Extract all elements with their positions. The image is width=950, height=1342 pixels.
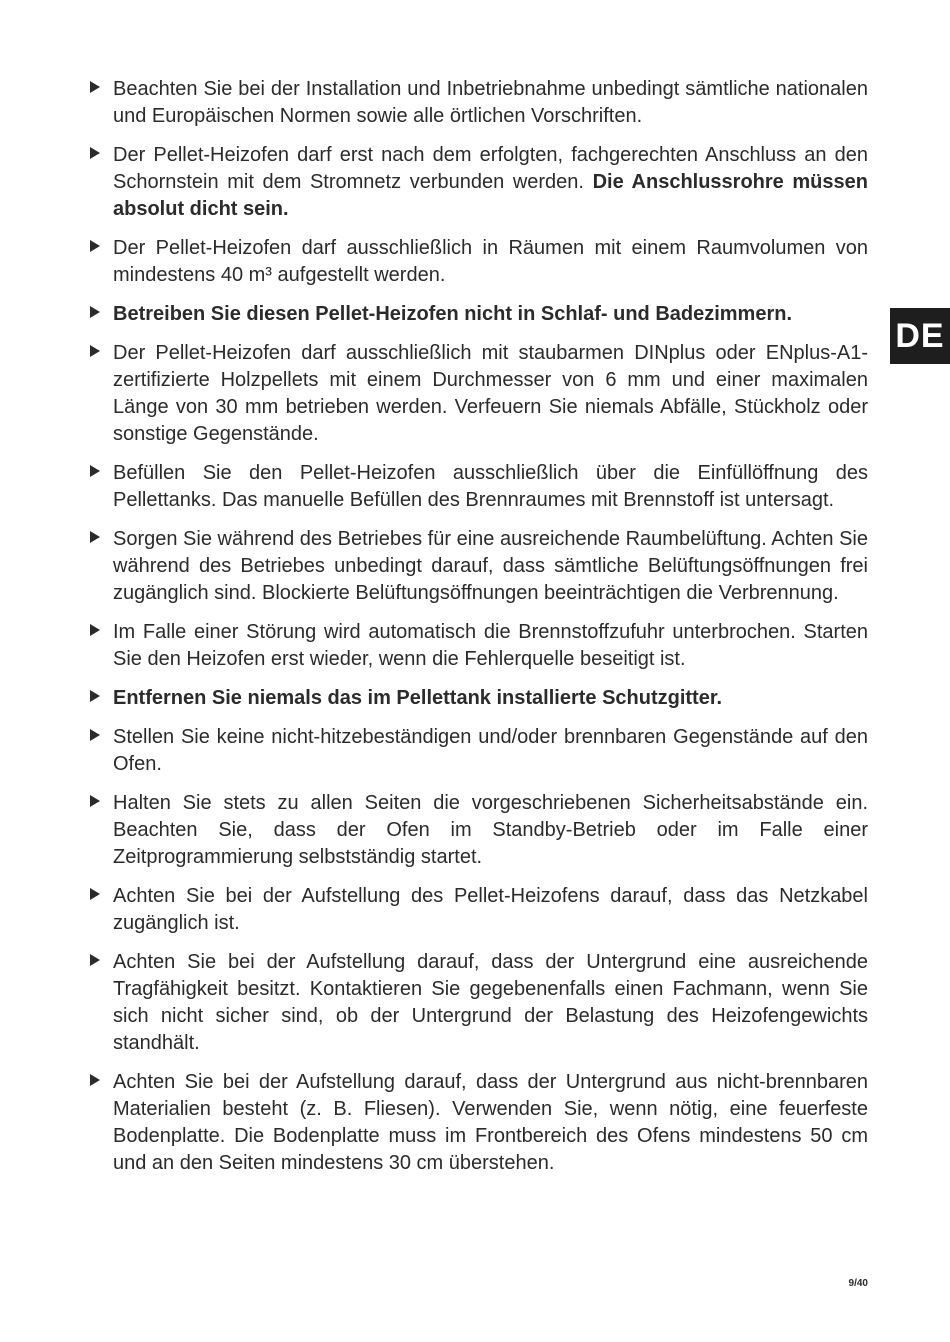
item-text (113, 76, 868, 130)
text-segment: Der Pellet-Heizofen darf erst nach dem erfolgten, fachgerechten Anschluss an den Schornstein mit dem Stromnetz verbunden werden. (113, 144, 868, 193)
triangle-bullet-icon (90, 531, 100, 543)
list-item (90, 301, 868, 328)
bold-text-segment: Entfernen Sie niemals das im Pellettank installierte Schutzgitter. (113, 687, 723, 709)
item-text (113, 724, 868, 778)
list-item (90, 949, 868, 1057)
text-segment: Halten Sie stets zu allen Seiten die vorgeschriebenen Sicherheitsabstände ein. Beachten Sie, dass der Ofen im Standby-Betrieb oder im Falle einer Zeitprogrammierung selbstständig startet. (113, 792, 868, 868)
triangle-bullet-icon (90, 345, 100, 357)
triangle-bullet-icon (90, 240, 100, 252)
text-segment: Stellen Sie keine nicht-hitzebeständigen und/oder brennbaren Gegenstände auf den Ofen. (113, 726, 868, 775)
triangle-bullet-icon (90, 81, 100, 93)
item-text (113, 235, 868, 289)
list-item (90, 340, 868, 448)
triangle-bullet-icon (90, 306, 100, 318)
list-item (90, 460, 868, 514)
bold-text-segment: Die Anschlussrohre müssen absolut dicht sein. (113, 171, 868, 220)
item-text (113, 1069, 868, 1177)
triangle-bullet-icon (90, 954, 100, 966)
list-item (90, 142, 868, 223)
text-segment: Beachten Sie bei der Installation und Inbetriebnahme unbedingt sämtliche nationalen und Europäischen Normen sowie alle örtlichen Vorschriften. (113, 78, 868, 127)
page-number: 9/40 (848, 1278, 868, 1289)
triangle-bullet-icon (90, 1074, 100, 1086)
text-segment: Achten Sie bei der Aufstellung darauf, dass der Untergrund aus nicht-brennbaren Materialien besteht (z. B. Fliesen). Verwenden Sie, wenn nötig, eine feuerfeste Bodenplatte. Die Bodenplatte muss im Frontbereich des Ofens mindestens 50 cm und an den Seiten mindestens 30 cm überstehen. (113, 1071, 868, 1174)
triangle-bullet-icon (90, 795, 100, 807)
safety-instructions-list (90, 76, 868, 1189)
list-item (90, 685, 868, 712)
item-text (113, 883, 868, 937)
list-item (90, 619, 868, 673)
item-text (113, 685, 868, 712)
triangle-bullet-icon (90, 147, 100, 159)
item-text (113, 949, 868, 1057)
item-text (113, 460, 868, 514)
item-text (113, 301, 868, 328)
triangle-bullet-icon (90, 465, 100, 477)
list-item (90, 526, 868, 607)
item-text (113, 526, 868, 607)
text-segment: Sorgen Sie während des Betriebes für eine ausreichende Raumbelüftung. Achten Sie während des Betriebes unbedingt darauf, dass sämtliche Belüftungsöffnungen frei zugänglich sind. Blockierte Belüftungsöffnungen beeinträchtigen die Verbrennung. (113, 528, 868, 604)
text-segment: Achten Sie bei der Aufstellung darauf, dass der Untergrund eine ausreichende Tragfähigkeit besitzt. Kontaktieren Sie gegebenenfalls einen Fachmann, wenn Sie sich nicht sicher sind, ob der Untergrund der Belastung des Heizofengewichts standhält. (113, 951, 868, 1054)
triangle-bullet-icon (90, 729, 100, 741)
list-item (90, 883, 868, 937)
text-segment: Achten Sie bei der Aufstellung des Pellet-Heizofens darauf, dass das Netzkabel zugänglich ist. (113, 885, 868, 934)
list-item (90, 724, 868, 778)
item-text (113, 790, 868, 871)
text-segment: Im Falle einer Störung wird automatisch die Brennstoffzufuhr unterbrochen. Starten Sie den Heizofen erst wieder, wenn die Fehlerquelle beseitigt ist. (113, 621, 868, 670)
list-item (90, 1069, 868, 1177)
triangle-bullet-icon (90, 690, 100, 702)
triangle-bullet-icon (90, 624, 100, 636)
list-item (90, 790, 868, 871)
language-tab: DE (890, 308, 950, 364)
bold-text-segment: Betreiben Sie diesen Pellet-Heizofen nicht in Schlaf- und Badezimmern. (113, 303, 793, 325)
text-segment: Der Pellet-Heizofen darf ausschließlich in Räumen mit einem Raumvolumen von mindestens 40 m³ aufgestellt werden. (113, 237, 868, 286)
triangle-bullet-icon (90, 888, 100, 900)
list-item (90, 76, 868, 130)
text-segment: Befüllen Sie den Pellet-Heizofen ausschließlich über die Einfüllöffnung des Pellettanks. Das manuelle Befüllen des Brennraumes mit Brennstoff ist untersagt. (113, 462, 868, 511)
item-text (113, 340, 868, 448)
item-text (113, 619, 868, 673)
item-text (113, 142, 868, 223)
list-item (90, 235, 868, 289)
text-segment: Der Pellet-Heizofen darf ausschließlich mit staubarmen DINplus oder ENplus-A1-zertifizierte Holzpellets mit einem Durchmesser von 6 mm und einer maximalen Länge von 30 mm betrieben werden. Verfeuern Sie niemals Abfälle, Stückholz oder sonstige Gegenstände. (113, 342, 868, 445)
